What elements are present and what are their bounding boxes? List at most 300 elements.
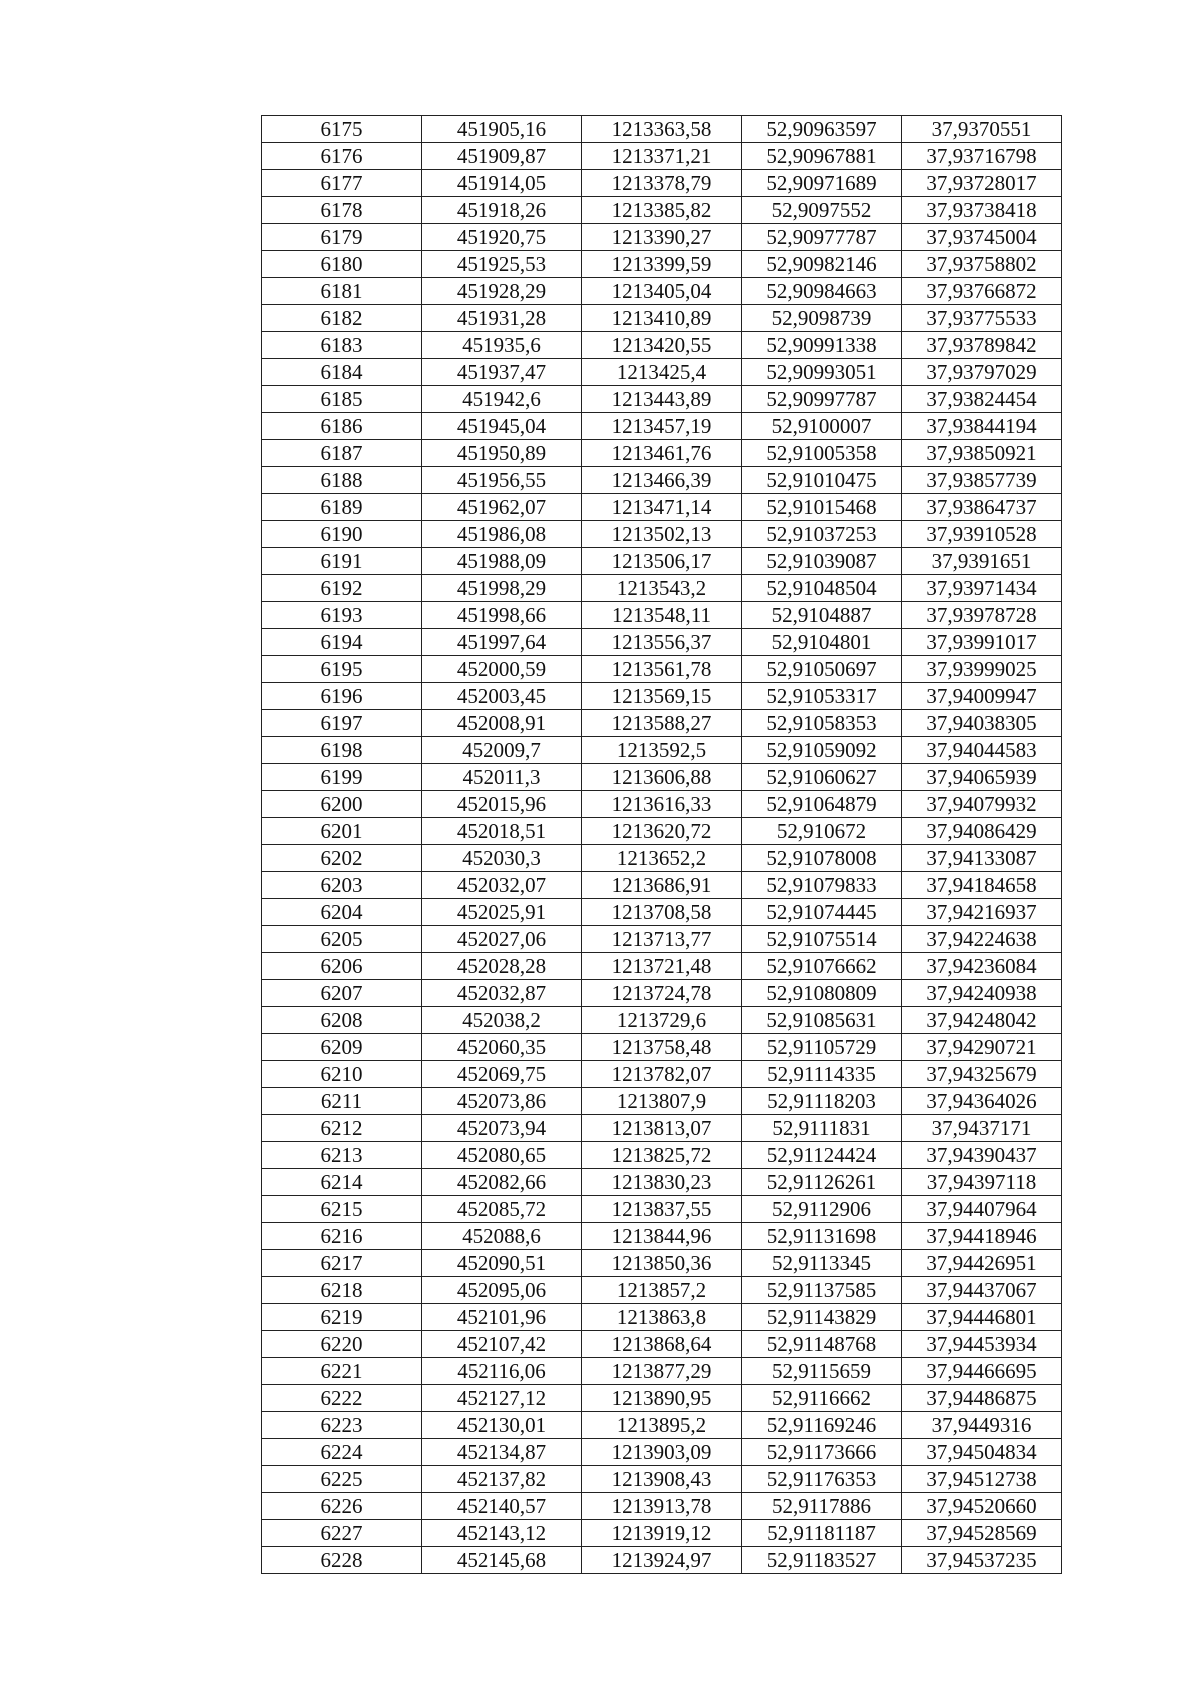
longitude-cell: 37,93738418 — [902, 197, 1062, 224]
x-coordinate-cell: 451918,26 — [422, 197, 582, 224]
latitude-cell: 52,91085631 — [742, 1007, 902, 1034]
latitude-cell: 52,9117886 — [742, 1493, 902, 1520]
y-coordinate-cell: 1213919,12 — [582, 1520, 742, 1547]
longitude-cell: 37,93864737 — [902, 494, 1062, 521]
table-row — [262, 1277, 1062, 1304]
point-number-cell: 6203 — [262, 872, 422, 899]
x-coordinate-cell: 452130,01 — [422, 1412, 582, 1439]
longitude-cell: 37,94236084 — [902, 953, 1062, 980]
table-row — [262, 332, 1062, 359]
point-number-cell: 6214 — [262, 1169, 422, 1196]
point-number-cell: 6187 — [262, 440, 422, 467]
latitude-cell: 52,91050697 — [742, 656, 902, 683]
latitude-cell: 52,910672 — [742, 818, 902, 845]
x-coordinate-cell: 452127,12 — [422, 1385, 582, 1412]
table-row — [262, 872, 1062, 899]
table-row — [262, 494, 1062, 521]
latitude-cell: 52,91005358 — [742, 440, 902, 467]
y-coordinate-cell: 1213837,55 — [582, 1196, 742, 1223]
x-coordinate-cell: 452101,96 — [422, 1304, 582, 1331]
y-coordinate-cell: 1213850,36 — [582, 1250, 742, 1277]
latitude-cell: 52,91076662 — [742, 953, 902, 980]
y-coordinate-cell: 1213782,07 — [582, 1061, 742, 1088]
longitude-cell: 37,94512738 — [902, 1466, 1062, 1493]
table-row — [262, 1034, 1062, 1061]
point-number-cell: 6185 — [262, 386, 422, 413]
longitude-cell: 37,93797029 — [902, 359, 1062, 386]
x-coordinate-cell: 451988,09 — [422, 548, 582, 575]
table-row — [262, 1196, 1062, 1223]
latitude-cell: 52,91037253 — [742, 521, 902, 548]
point-number-cell: 6198 — [262, 737, 422, 764]
point-number-cell: 6202 — [262, 845, 422, 872]
table-row — [262, 143, 1062, 170]
table-row — [262, 575, 1062, 602]
point-number-cell: 6213 — [262, 1142, 422, 1169]
latitude-cell: 52,9113345 — [742, 1250, 902, 1277]
latitude-cell: 52,91074445 — [742, 899, 902, 926]
table-row — [262, 629, 1062, 656]
x-coordinate-cell: 452073,86 — [422, 1088, 582, 1115]
point-number-cell: 6193 — [262, 602, 422, 629]
table-row — [262, 1547, 1062, 1574]
y-coordinate-cell: 1213457,19 — [582, 413, 742, 440]
point-number-cell: 6188 — [262, 467, 422, 494]
x-coordinate-cell: 452082,66 — [422, 1169, 582, 1196]
point-number-cell: 6205 — [262, 926, 422, 953]
y-coordinate-cell: 1213620,72 — [582, 818, 742, 845]
y-coordinate-cell: 1213543,2 — [582, 575, 742, 602]
y-coordinate-cell: 1213506,17 — [582, 548, 742, 575]
longitude-cell: 37,94446801 — [902, 1304, 1062, 1331]
latitude-cell: 52,9104887 — [742, 602, 902, 629]
x-coordinate-cell: 451920,75 — [422, 224, 582, 251]
latitude-cell: 52,91048504 — [742, 575, 902, 602]
table-row — [262, 1493, 1062, 1520]
longitude-cell: 37,94044583 — [902, 737, 1062, 764]
latitude-cell: 52,90984663 — [742, 278, 902, 305]
point-number-cell: 6227 — [262, 1520, 422, 1547]
y-coordinate-cell: 1213399,59 — [582, 251, 742, 278]
point-number-cell: 6195 — [262, 656, 422, 683]
x-coordinate-cell: 452028,28 — [422, 953, 582, 980]
longitude-cell: 37,94248042 — [902, 1007, 1062, 1034]
latitude-cell: 52,90977787 — [742, 224, 902, 251]
table-row — [262, 1088, 1062, 1115]
longitude-cell: 37,94086429 — [902, 818, 1062, 845]
table-row — [262, 1385, 1062, 1412]
point-number-cell: 6225 — [262, 1466, 422, 1493]
table-row — [262, 1169, 1062, 1196]
latitude-cell: 52,91173666 — [742, 1439, 902, 1466]
table-row — [262, 1304, 1062, 1331]
longitude-cell: 37,94528569 — [902, 1520, 1062, 1547]
longitude-cell: 37,94504834 — [902, 1439, 1062, 1466]
x-coordinate-cell: 451905,16 — [422, 116, 582, 143]
x-coordinate-cell: 451997,64 — [422, 629, 582, 656]
longitude-cell: 37,94453934 — [902, 1331, 1062, 1358]
y-coordinate-cell: 1213844,96 — [582, 1223, 742, 1250]
table-row — [262, 1115, 1062, 1142]
y-coordinate-cell: 1213890,95 — [582, 1385, 742, 1412]
table-row — [262, 1007, 1062, 1034]
y-coordinate-cell: 1213592,5 — [582, 737, 742, 764]
point-number-cell: 6181 — [262, 278, 422, 305]
longitude-cell: 37,93824454 — [902, 386, 1062, 413]
y-coordinate-cell: 1213556,37 — [582, 629, 742, 656]
x-coordinate-cell: 452090,51 — [422, 1250, 582, 1277]
y-coordinate-cell: 1213729,6 — [582, 1007, 742, 1034]
y-coordinate-cell: 1213721,48 — [582, 953, 742, 980]
latitude-cell: 52,91169246 — [742, 1412, 902, 1439]
y-coordinate-cell: 1213371,21 — [582, 143, 742, 170]
point-number-cell: 6215 — [262, 1196, 422, 1223]
y-coordinate-cell: 1213903,09 — [582, 1439, 742, 1466]
x-coordinate-cell: 452069,75 — [422, 1061, 582, 1088]
longitude-cell: 37,94290721 — [902, 1034, 1062, 1061]
longitude-cell: 37,9449316 — [902, 1412, 1062, 1439]
y-coordinate-cell: 1213385,82 — [582, 197, 742, 224]
table-row — [262, 1520, 1062, 1547]
y-coordinate-cell: 1213588,27 — [582, 710, 742, 737]
latitude-cell: 52,9116662 — [742, 1385, 902, 1412]
table-row — [262, 1061, 1062, 1088]
point-number-cell: 6221 — [262, 1358, 422, 1385]
latitude-cell: 52,91058353 — [742, 710, 902, 737]
latitude-cell: 52,91010475 — [742, 467, 902, 494]
x-coordinate-cell: 452095,06 — [422, 1277, 582, 1304]
point-number-cell: 6180 — [262, 251, 422, 278]
longitude-cell: 37,94486875 — [902, 1385, 1062, 1412]
point-number-cell: 6199 — [262, 764, 422, 791]
point-number-cell: 6194 — [262, 629, 422, 656]
longitude-cell: 37,94397118 — [902, 1169, 1062, 1196]
y-coordinate-cell: 1213363,58 — [582, 116, 742, 143]
x-coordinate-cell: 451909,87 — [422, 143, 582, 170]
x-coordinate-cell: 452143,12 — [422, 1520, 582, 1547]
latitude-cell: 52,91039087 — [742, 548, 902, 575]
latitude-cell: 52,91183527 — [742, 1547, 902, 1574]
x-coordinate-cell: 451998,66 — [422, 602, 582, 629]
latitude-cell: 52,90982146 — [742, 251, 902, 278]
coordinates-table-body — [262, 116, 1062, 1574]
x-coordinate-cell: 451925,53 — [422, 251, 582, 278]
point-number-cell: 6212 — [262, 1115, 422, 1142]
table-row — [262, 278, 1062, 305]
table-row — [262, 791, 1062, 818]
table-row — [262, 683, 1062, 710]
point-number-cell: 6177 — [262, 170, 422, 197]
y-coordinate-cell: 1213913,78 — [582, 1493, 742, 1520]
longitude-cell: 37,94065939 — [902, 764, 1062, 791]
x-coordinate-cell: 452003,45 — [422, 683, 582, 710]
table-row — [262, 1223, 1062, 1250]
x-coordinate-cell: 451928,29 — [422, 278, 582, 305]
x-coordinate-cell: 452038,2 — [422, 1007, 582, 1034]
longitude-cell: 37,93716798 — [902, 143, 1062, 170]
latitude-cell: 52,90997787 — [742, 386, 902, 413]
latitude-cell: 52,9097552 — [742, 197, 902, 224]
table-row — [262, 116, 1062, 143]
longitude-cell: 37,93789842 — [902, 332, 1062, 359]
point-number-cell: 6189 — [262, 494, 422, 521]
x-coordinate-cell: 451931,28 — [422, 305, 582, 332]
y-coordinate-cell: 1213378,79 — [582, 170, 742, 197]
longitude-cell: 37,94407964 — [902, 1196, 1062, 1223]
table-row — [262, 1142, 1062, 1169]
point-number-cell: 6196 — [262, 683, 422, 710]
latitude-cell: 52,91080809 — [742, 980, 902, 1007]
point-number-cell: 6207 — [262, 980, 422, 1007]
x-coordinate-cell: 451950,89 — [422, 440, 582, 467]
latitude-cell: 52,91060627 — [742, 764, 902, 791]
x-coordinate-cell: 452008,91 — [422, 710, 582, 737]
latitude-cell: 52,9104801 — [742, 629, 902, 656]
table-row — [262, 764, 1062, 791]
y-coordinate-cell: 1213924,97 — [582, 1547, 742, 1574]
table-row — [262, 737, 1062, 764]
point-number-cell: 6204 — [262, 899, 422, 926]
latitude-cell: 52,9100007 — [742, 413, 902, 440]
point-number-cell: 6228 — [262, 1547, 422, 1574]
y-coordinate-cell: 1213461,76 — [582, 440, 742, 467]
y-coordinate-cell: 1213502,13 — [582, 521, 742, 548]
latitude-cell: 52,91064879 — [742, 791, 902, 818]
x-coordinate-cell: 452107,42 — [422, 1331, 582, 1358]
point-number-cell: 6182 — [262, 305, 422, 332]
latitude-cell: 52,91181187 — [742, 1520, 902, 1547]
point-number-cell: 6191 — [262, 548, 422, 575]
longitude-cell: 37,93775533 — [902, 305, 1062, 332]
latitude-cell: 52,9115659 — [742, 1358, 902, 1385]
y-coordinate-cell: 1213830,23 — [582, 1169, 742, 1196]
longitude-cell: 37,94520660 — [902, 1493, 1062, 1520]
point-number-cell: 6206 — [262, 953, 422, 980]
x-coordinate-cell: 452116,06 — [422, 1358, 582, 1385]
y-coordinate-cell: 1213863,8 — [582, 1304, 742, 1331]
latitude-cell: 52,91131698 — [742, 1223, 902, 1250]
x-coordinate-cell: 452085,72 — [422, 1196, 582, 1223]
longitude-cell: 37,93857739 — [902, 467, 1062, 494]
latitude-cell: 52,91126261 — [742, 1169, 902, 1196]
y-coordinate-cell: 1213561,78 — [582, 656, 742, 683]
x-coordinate-cell: 451962,07 — [422, 494, 582, 521]
y-coordinate-cell: 1213443,89 — [582, 386, 742, 413]
longitude-cell: 37,93978728 — [902, 602, 1062, 629]
y-coordinate-cell: 1213569,15 — [582, 683, 742, 710]
longitude-cell: 37,94325679 — [902, 1061, 1062, 1088]
y-coordinate-cell: 1213652,2 — [582, 845, 742, 872]
table-row — [262, 413, 1062, 440]
latitude-cell: 52,91148768 — [742, 1331, 902, 1358]
latitude-cell: 52,91114335 — [742, 1061, 902, 1088]
longitude-cell: 37,93910528 — [902, 521, 1062, 548]
y-coordinate-cell: 1213606,88 — [582, 764, 742, 791]
longitude-cell: 37,93766872 — [902, 278, 1062, 305]
latitude-cell: 52,91078008 — [742, 845, 902, 872]
longitude-cell: 37,94133087 — [902, 845, 1062, 872]
point-number-cell: 6222 — [262, 1385, 422, 1412]
table-row — [262, 548, 1062, 575]
x-coordinate-cell: 451945,04 — [422, 413, 582, 440]
table-row — [262, 845, 1062, 872]
x-coordinate-cell: 452015,96 — [422, 791, 582, 818]
point-number-cell: 6184 — [262, 359, 422, 386]
y-coordinate-cell: 1213713,77 — [582, 926, 742, 953]
table-row — [262, 953, 1062, 980]
y-coordinate-cell: 1213420,55 — [582, 332, 742, 359]
latitude-cell: 52,91118203 — [742, 1088, 902, 1115]
latitude-cell: 52,91079833 — [742, 872, 902, 899]
x-coordinate-cell: 452073,94 — [422, 1115, 582, 1142]
table-row — [262, 818, 1062, 845]
point-number-cell: 6223 — [262, 1412, 422, 1439]
point-number-cell: 6218 — [262, 1277, 422, 1304]
point-number-cell: 6226 — [262, 1493, 422, 1520]
y-coordinate-cell: 1213825,72 — [582, 1142, 742, 1169]
longitude-cell: 37,94437067 — [902, 1277, 1062, 1304]
latitude-cell: 52,90967881 — [742, 143, 902, 170]
y-coordinate-cell: 1213724,78 — [582, 980, 742, 1007]
x-coordinate-cell: 452134,87 — [422, 1439, 582, 1466]
x-coordinate-cell: 452011,3 — [422, 764, 582, 791]
y-coordinate-cell: 1213758,48 — [582, 1034, 742, 1061]
longitude-cell: 37,94184658 — [902, 872, 1062, 899]
x-coordinate-cell: 452137,82 — [422, 1466, 582, 1493]
x-coordinate-cell: 452025,91 — [422, 899, 582, 926]
point-number-cell: 6175 — [262, 116, 422, 143]
x-coordinate-cell: 451986,08 — [422, 521, 582, 548]
point-number-cell: 6197 — [262, 710, 422, 737]
point-number-cell: 6209 — [262, 1034, 422, 1061]
y-coordinate-cell: 1213877,29 — [582, 1358, 742, 1385]
latitude-cell: 52,91053317 — [742, 683, 902, 710]
latitude-cell: 52,9111831 — [742, 1115, 902, 1142]
point-number-cell: 6219 — [262, 1304, 422, 1331]
table-row — [262, 440, 1062, 467]
latitude-cell: 52,91124424 — [742, 1142, 902, 1169]
longitude-cell: 37,93850921 — [902, 440, 1062, 467]
y-coordinate-cell: 1213548,11 — [582, 602, 742, 629]
longitude-cell: 37,9370551 — [902, 116, 1062, 143]
longitude-cell: 37,94537235 — [902, 1547, 1062, 1574]
point-number-cell: 6216 — [262, 1223, 422, 1250]
latitude-cell: 52,91075514 — [742, 926, 902, 953]
longitude-cell: 37,94224638 — [902, 926, 1062, 953]
y-coordinate-cell: 1213857,2 — [582, 1277, 742, 1304]
table-row — [262, 386, 1062, 413]
latitude-cell: 52,91015468 — [742, 494, 902, 521]
table-row — [262, 1358, 1062, 1385]
table-row — [262, 899, 1062, 926]
y-coordinate-cell: 1213616,33 — [582, 791, 742, 818]
point-number-cell: 6178 — [262, 197, 422, 224]
longitude-cell: 37,94418946 — [902, 1223, 1062, 1250]
longitude-cell: 37,94009947 — [902, 683, 1062, 710]
table-row — [262, 521, 1062, 548]
table-row — [262, 1412, 1062, 1439]
table-row — [262, 1466, 1062, 1493]
point-number-cell: 6192 — [262, 575, 422, 602]
x-coordinate-cell: 452088,6 — [422, 1223, 582, 1250]
x-coordinate-cell: 451956,55 — [422, 467, 582, 494]
y-coordinate-cell: 1213807,9 — [582, 1088, 742, 1115]
table-row — [262, 1250, 1062, 1277]
x-coordinate-cell: 452032,87 — [422, 980, 582, 1007]
x-coordinate-cell: 451942,6 — [422, 386, 582, 413]
point-number-cell: 6201 — [262, 818, 422, 845]
latitude-cell: 52,91137585 — [742, 1277, 902, 1304]
table-row — [262, 710, 1062, 737]
point-number-cell: 6179 — [262, 224, 422, 251]
y-coordinate-cell: 1213471,14 — [582, 494, 742, 521]
x-coordinate-cell: 452018,51 — [422, 818, 582, 845]
y-coordinate-cell: 1213908,43 — [582, 1466, 742, 1493]
table-row — [262, 305, 1062, 332]
longitude-cell: 37,93728017 — [902, 170, 1062, 197]
point-number-cell: 6211 — [262, 1088, 422, 1115]
table-row — [262, 359, 1062, 386]
longitude-cell: 37,94390437 — [902, 1142, 1062, 1169]
table-row — [262, 1439, 1062, 1466]
longitude-cell: 37,93745004 — [902, 224, 1062, 251]
x-coordinate-cell: 451914,05 — [422, 170, 582, 197]
table-row — [262, 656, 1062, 683]
x-coordinate-cell: 452000,59 — [422, 656, 582, 683]
latitude-cell: 52,90963597 — [742, 116, 902, 143]
longitude-cell: 37,9391651 — [902, 548, 1062, 575]
longitude-cell: 37,94240938 — [902, 980, 1062, 1007]
latitude-cell: 52,91105729 — [742, 1034, 902, 1061]
longitude-cell: 37,93844194 — [902, 413, 1062, 440]
table-row — [262, 224, 1062, 251]
longitude-cell: 37,94466695 — [902, 1358, 1062, 1385]
table-row — [262, 467, 1062, 494]
point-number-cell: 6200 — [262, 791, 422, 818]
y-coordinate-cell: 1213686,91 — [582, 872, 742, 899]
table-row — [262, 980, 1062, 1007]
point-number-cell: 6217 — [262, 1250, 422, 1277]
point-number-cell: 6220 — [262, 1331, 422, 1358]
y-coordinate-cell: 1213405,04 — [582, 278, 742, 305]
x-coordinate-cell: 452030,3 — [422, 845, 582, 872]
latitude-cell: 52,9112906 — [742, 1196, 902, 1223]
y-coordinate-cell: 1213813,07 — [582, 1115, 742, 1142]
longitude-cell: 37,94216937 — [902, 899, 1062, 926]
latitude-cell: 52,91176353 — [742, 1466, 902, 1493]
x-coordinate-cell: 452032,07 — [422, 872, 582, 899]
table-row — [262, 197, 1062, 224]
longitude-cell: 37,94038305 — [902, 710, 1062, 737]
x-coordinate-cell: 452080,65 — [422, 1142, 582, 1169]
longitude-cell: 37,93991017 — [902, 629, 1062, 656]
table-row — [262, 602, 1062, 629]
y-coordinate-cell: 1213868,64 — [582, 1331, 742, 1358]
x-coordinate-cell: 452009,7 — [422, 737, 582, 764]
table-row — [262, 170, 1062, 197]
longitude-cell: 37,93758802 — [902, 251, 1062, 278]
x-coordinate-cell: 452060,35 — [422, 1034, 582, 1061]
point-number-cell: 6186 — [262, 413, 422, 440]
longitude-cell: 37,94079932 — [902, 791, 1062, 818]
x-coordinate-cell: 451937,47 — [422, 359, 582, 386]
latitude-cell: 52,91059092 — [742, 737, 902, 764]
table-row — [262, 1331, 1062, 1358]
point-number-cell: 6183 — [262, 332, 422, 359]
longitude-cell: 37,93999025 — [902, 656, 1062, 683]
latitude-cell: 52,90993051 — [742, 359, 902, 386]
latitude-cell: 52,90971689 — [742, 170, 902, 197]
